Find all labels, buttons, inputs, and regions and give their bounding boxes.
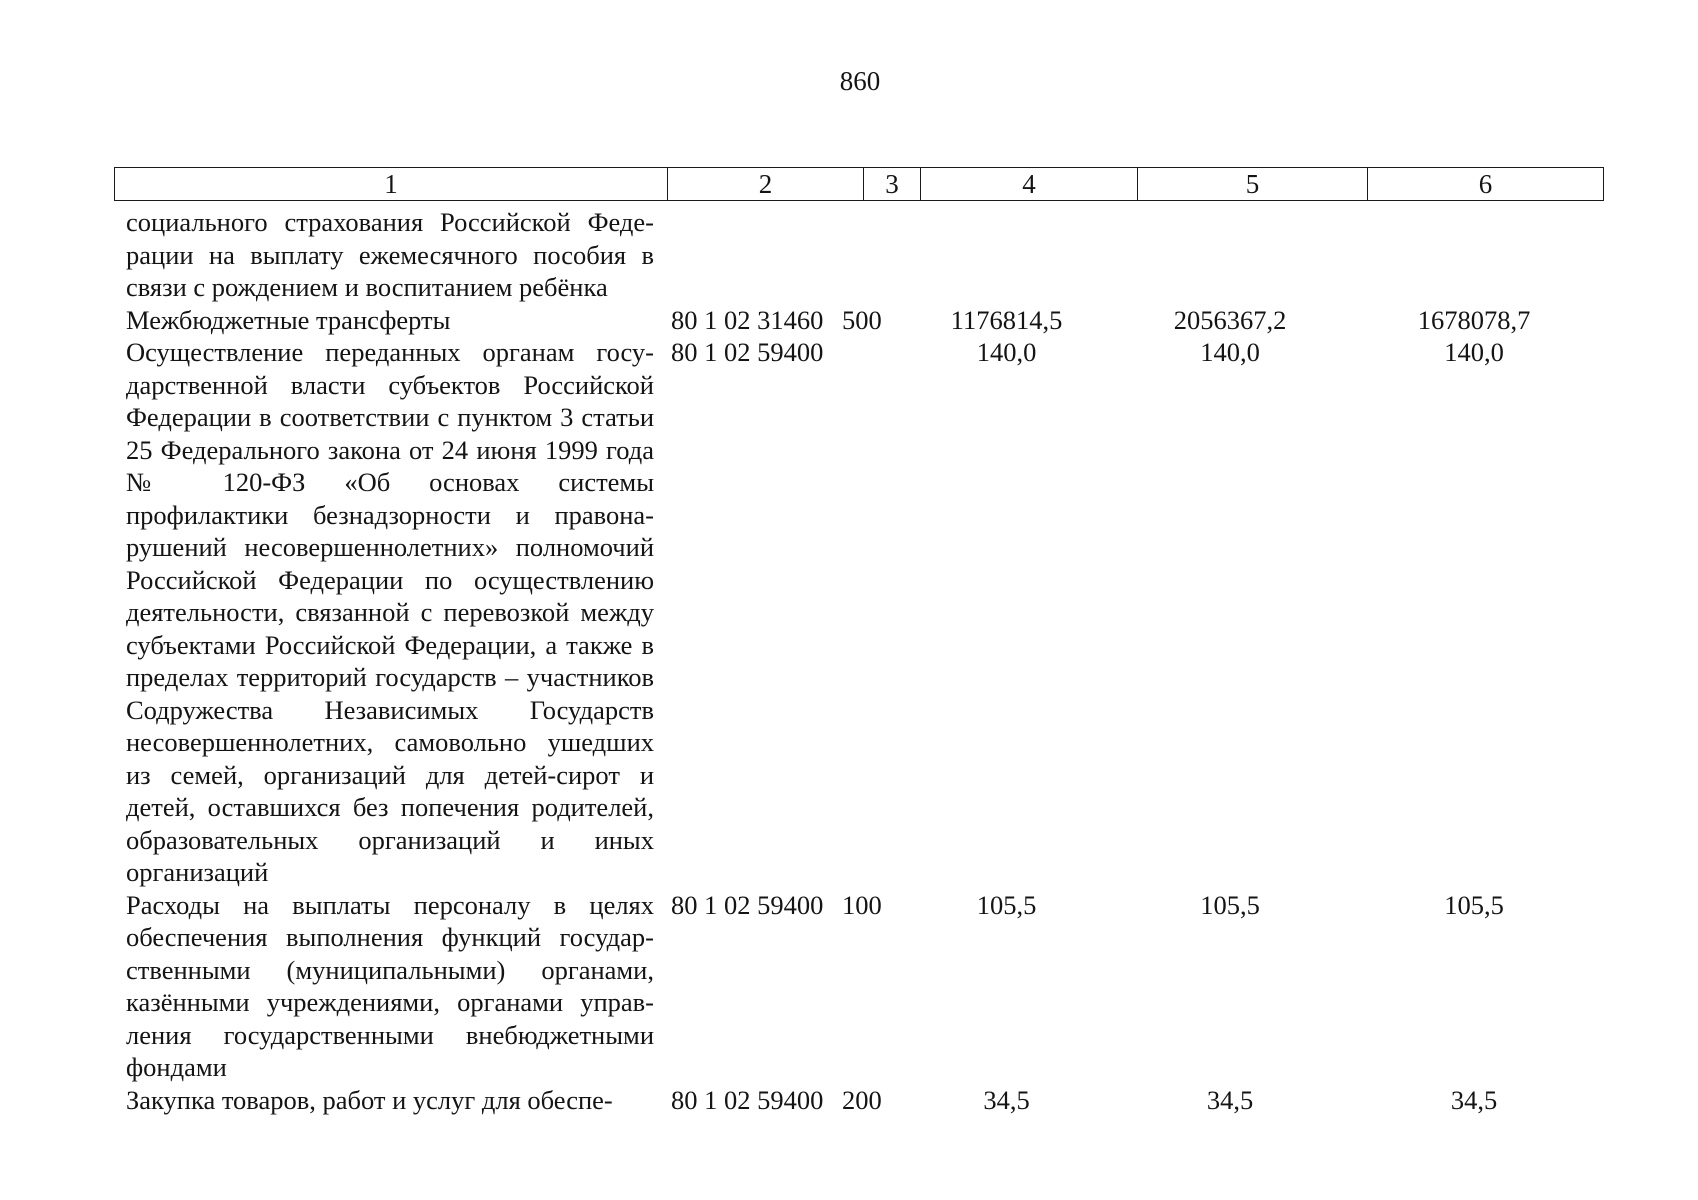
row-value-col-4: 140,0 xyxy=(976,337,1037,367)
row-description: Осуществление переданных органам государственной власти субъектов Российской Федерации в соответствии с пунктом 3 статьи 25 Федерального закона от 24 июня 1999 года № 120-ФЗ «Об основах системы профилактики безнадзорности и правонарушений несовершеннолетних» полномочий Российской Федерации по осуществлению деятельности, связанной с перевозкой между субъектами Российской Федерации, а также в пределах территорий государств – участников Содружества Независимых Государств несовершеннолетних, самовольно ушедших из семей, организаций для детей-сирот и детей, оставшихся без попечения родителей, образовательных организаций и иных организаций xyxy=(126,337,654,887)
row-expense-type: 200 xyxy=(842,1084,882,1115)
header-col-4: 4 xyxy=(921,168,1138,201)
row-description: Закупка товаров, работ и услуг для обеспе- xyxy=(126,1084,613,1115)
row-description: Расходы на выплаты персоналу в целях обеспечения выполнения функций государственными (муниципальными) органами, казёнными учреждениями, органами управления государственными внебюджетными фондами xyxy=(126,889,654,1082)
row-value-col-6: 140,0 xyxy=(1444,337,1504,367)
table-header xyxy=(114,167,1604,201)
row-description: социального страхования Российской Федерации на выплату ежемесячного пособия в связи с рождением и воспитанием ребёнка xyxy=(126,207,654,302)
row-value-col-6: 34,5 xyxy=(1450,1084,1498,1115)
row-value-col-5: 105,5 xyxy=(1200,889,1260,920)
header-col-1: 1 xyxy=(115,168,668,201)
header-col-3: 3 xyxy=(864,168,921,201)
header-col-5: 5 xyxy=(1138,168,1368,201)
table-row xyxy=(114,304,1603,337)
row-value-col-6: 105,5 xyxy=(1444,889,1504,920)
row-code: 80 1 02 59400 xyxy=(671,337,824,367)
row-value-col-4: 34,5 xyxy=(983,1084,1030,1115)
header-col-2: 2 xyxy=(668,168,864,201)
row-expense-type: 500 xyxy=(842,304,882,335)
row-code: 80 1 02 31460 xyxy=(671,304,824,335)
table-row xyxy=(114,206,1603,304)
table-row xyxy=(114,336,1603,889)
row-value-col-5: 34,5 xyxy=(1206,1084,1254,1115)
row-description: Межбюджетные трансферты xyxy=(126,304,451,335)
table-body xyxy=(114,206,1603,1116)
page-number: 860 xyxy=(839,66,881,96)
row-value-col-5: 140,0 xyxy=(1200,337,1260,367)
row-value-col-4: 105,5 xyxy=(976,889,1037,920)
table-row xyxy=(114,889,1603,1084)
row-code: 80 1 02 59400 xyxy=(671,1084,824,1115)
header-col-6: 6 xyxy=(1368,168,1604,201)
row-expense-type: 100 xyxy=(842,889,882,920)
table-row xyxy=(114,1084,1603,1117)
header-row xyxy=(115,168,1604,201)
row-code: 80 1 02 59400 xyxy=(671,889,824,920)
row-value-col-5: 2056367,2 xyxy=(1173,304,1287,335)
row-value-col-4: 1176814,5 xyxy=(950,304,1063,335)
row-value-col-6: 1678078,7 xyxy=(1417,304,1531,335)
